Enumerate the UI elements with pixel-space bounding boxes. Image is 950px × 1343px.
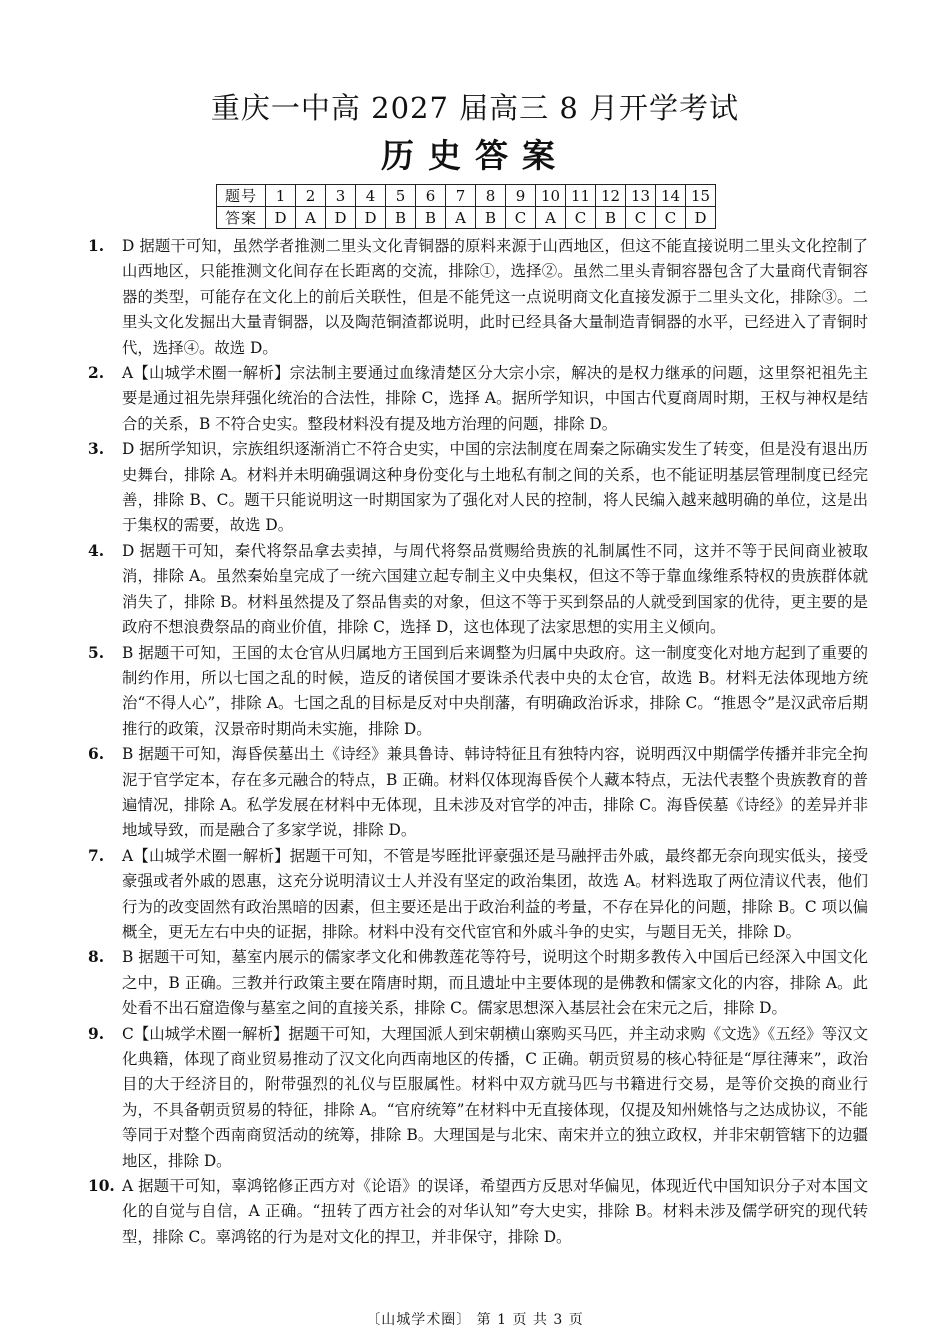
answer-cell: C: [506, 207, 536, 229]
explanation-item: [88, 1022, 868, 1174]
question-number: 4: [356, 185, 386, 207]
answer-cell: B: [416, 207, 446, 229]
explanation-item: [88, 437, 868, 539]
item-text: D 据所学知识，宗族组织逐渐消亡不符合史实，中国的宗法制度在周秦之际确实发生了转变，但是没有退出历史舞台，排除 A。材料并未明确强调这种身份变化与土地私有制之间的关系，也不能证明基层管理制度已经完善，排除 B、C。题干只能说明这一时期国家为了强化对人民的控制，将人民编入越来越明确的单位，这是出于集权的需要，故选 D。: [122, 440, 868, 535]
answer-table: [216, 184, 716, 229]
page-subtitle: 历史答案: [381, 136, 569, 175]
explanation-item: [88, 1174, 868, 1250]
answer-cell: D: [356, 207, 386, 229]
item-number: 5.: [88, 643, 105, 662]
page-title: 重庆一中高 2027 届高三 8 月开学考试: [210, 91, 740, 125]
question-number-row: [217, 185, 716, 207]
question-number: 9: [506, 185, 536, 207]
question-number: 5: [386, 185, 416, 207]
item-text: A 据题干可知，辜鸿铭修正西方对《论语》的误译，希望西方反思对华偏见，体现近代中国知识分子对本国文化的自觉与自信，A 正确。“扭转了西方社会的对华认知”夸大史实，排除 B。材料未涉及儒学研究的现代转型，排除 C。辜鸿铭的行为是对文化的捍卫，并非保守，排除 D。: [122, 1177, 868, 1246]
question-number: 10: [536, 185, 566, 207]
item-text: D 据题干可知，秦代将祭品拿去卖掉，与周代将祭品赏赐给贵族的礼制属性不同，这并不等于民间商业被取消，排除 A。虽然秦始皇完成了一统六国建立起专制主义中央集权，但这不等于靠血缘维系特权的贵族群体就消失了，排除 B。材料虽然提及了祭品售卖的对象，但这不等于买到祭品的人就受到国家的优待，更主要的是政府不想浪费祭品的商业价值，排除 C，选择 D，这也体现了法家思想的实用主义倾向。: [122, 541, 868, 637]
item-text: B 据题干可知，海昏侯墓出土《诗经》兼具鲁诗、韩诗特征且有独特内容，说明西汉中期儒学传播并非完全拘泥于官学定本，存在多元融合的特点，B 正确。材料仅体现海昏侯个人藏本特点，无法代表整个贵族教育的普遍情况，排除 A。私学发展在材料中无体现，且未涉及对官学的冲击，排除 C。海昏侯墓《诗经》的差异并非地域导致，而是融合了多家学说，排除 D。: [122, 745, 868, 840]
explanation-item: [88, 641, 868, 743]
explanation-item: [88, 844, 868, 946]
answer-cell: D: [686, 207, 716, 229]
row-label: 题号: [217, 185, 266, 207]
item-text: A【山城学术圈一解析】宗法制主要通过血缘清楚区分大宗小宗，解决的是权力继承的问题，这里祭祀祖先主要是通过祖先崇拜强化统治的合法性，排除 C，选择 A。据所学知识，中国古代夏商周时期，王权与神权是结合的关系，B 不符合史实。整段材料没有提及地方治理的问题，排除 D。: [122, 364, 868, 433]
item-number: 8.: [88, 948, 105, 967]
question-number: 1: [266, 185, 296, 207]
answer-cell: D: [266, 207, 296, 229]
item-number: 6.: [88, 745, 105, 764]
question-number: 8: [476, 185, 506, 207]
item-number: 9.: [88, 1024, 105, 1043]
question-number: 14: [656, 185, 686, 207]
question-number: 2: [296, 185, 326, 207]
item-text: C【山城学术圈一解析】据题干可知，大理国派人到宋朝横山寨购买马匹，并主动求购《文选》《五经》等汉文化典籍，体现了商业贸易推动了汉文化向西南地区的传播，C 正确。朝贡贸易的核心特征是“厚往薄来”，政治目的大于经济目的，附带强烈的礼仪与臣服属性。材料中双方就马匹与书籍进行交易，是等价交换的商业行为，不具备朝贡贸易的特征，排除 A。“官府统筹”在材料中无直接体现，仅提及知州姚恪与之达成协议，不能等同于对整个西南商贸活动的统筹，排除 B。大理国是与北宋、南宋并立的独立政权，并非宋朝管辖下的边疆地区，排除 D。: [122, 1024, 868, 1170]
explanation-item: [88, 539, 868, 641]
explanation-item: [88, 234, 868, 361]
question-number: 13: [626, 185, 656, 207]
item-number: 3.: [88, 440, 105, 459]
explanation-item: [88, 742, 868, 844]
answer-cell: C: [656, 207, 686, 229]
answer-cell: B: [596, 207, 626, 229]
item-text: B 据题干可知，墓室内展示的儒家孝文化和佛教莲花等符号，说明这个时期多教传入中国后已经深入中国文化之中，B 正确。三教并行政策主要在隋唐时期，而且遗址中主要体现的是佛教和儒家文化的内容，排除 A。此处看不出石窟造像与墓室之间的直接关系，排除 C。儒家思想深入基层社会在宋元之后，排除 D。: [122, 948, 868, 1018]
answer-cell: A: [296, 207, 326, 229]
question-number: 11: [566, 185, 596, 207]
question-number: 7: [446, 185, 476, 207]
question-number: 12: [596, 185, 626, 207]
question-number: 15: [686, 185, 716, 207]
item-number: 4.: [88, 541, 105, 560]
answer-cell: B: [386, 207, 416, 229]
item-number: 1.: [88, 237, 105, 255]
item-text: B 据题干可知，王国的太仓官从归属地方王国到后来调整为归属中央政府。这一制度变化对地方起到了重要的制约作用，所以七国之乱的时候，造反的诸侯国才要诛杀代表中央的太仓官，故选 B。材料无法体现地方统治“不得人心”，排除 A。七国之乱的目标是反对中央削藩，有明确政治诉求，排除 C。“推恩令”是汉武帝后期推行的政策，汉景帝时期尚未实施，排除 D。: [122, 643, 868, 738]
page-footer: 〔山城学术圈〕 第 1 页 共 3 页: [366, 1312, 584, 1328]
item-number: 2.: [88, 364, 105, 383]
answer-cell: D: [326, 207, 356, 229]
item-number: 10.: [88, 1177, 115, 1196]
answer-cell: A: [446, 207, 476, 229]
explanation-list: [88, 234, 868, 1250]
answer-cell: C: [566, 207, 596, 229]
item-text: D 据题干可知，虽然学者推测二里头文化青铜器的原料来源于山西地区，但这不能直接说明二里头文化控制了山西地区，只能推测文化间存在长距离的交流，排除①，选择②。虽然二里头青铜容器包含了大量商代青铜容器的类型，可能存在文化上的前后关联性，但是不能凭这一点说明商文化直接发源于二里头文化，排除③。二里头文化发掘出大量青铜器，以及陶范铜渣都说明，此时已经具备大量制造青铜器的水平，已经进入了青铜时代，选择④。故选 D。: [122, 237, 868, 357]
row-label: 答案: [217, 207, 266, 229]
item-number: 7.: [88, 846, 105, 865]
item-text: A【山城学术圈一解析】据题干可知，不管是岑晊批评豪强还是马融抨击外戚，最终都无奈向现实低头，接受豪强或者外戚的恩惠，这充分说明清议士人并没有坚定的政治集团，故选 A。材料选取了两位清议代表，他们行为的改变固然有政治黑暗的因素，但主要还是出于政治利益的考量，不存在异化的问题，排除 B。C 项以偏概全，更无左右中央的证据，排除。材料中没有交代宦官和外戚斗争的史实，与题目无关，排除 D。: [122, 846, 868, 941]
answer-cell: A: [536, 207, 566, 229]
explanation-item: [88, 945, 868, 1021]
answer-row: [217, 207, 716, 229]
question-number: 3: [326, 185, 356, 207]
explanation-item: [88, 361, 868, 437]
answer-cell: C: [626, 207, 656, 229]
question-number: 6: [416, 185, 446, 207]
answer-cell: B: [476, 207, 506, 229]
